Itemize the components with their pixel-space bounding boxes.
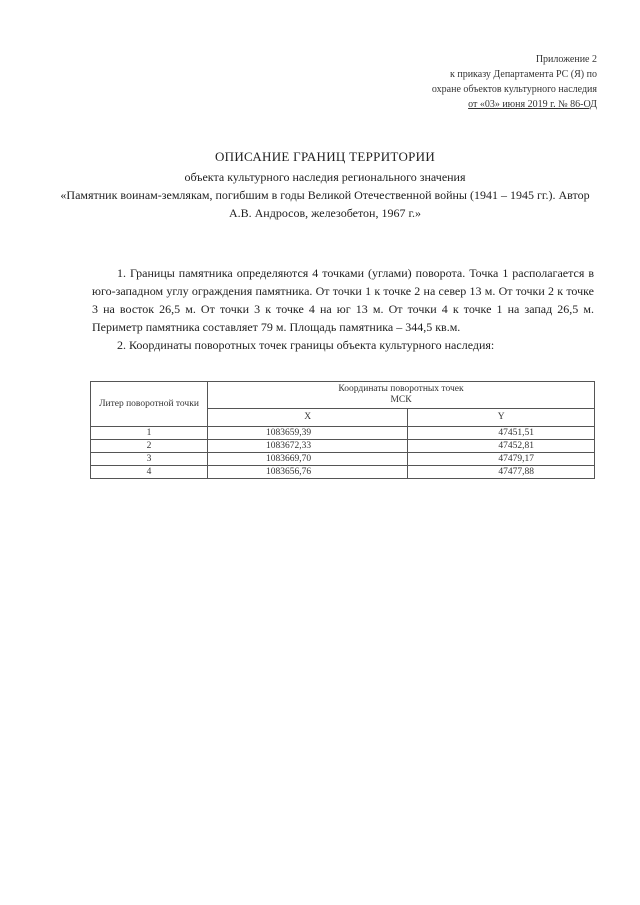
paragraph-coordinates-intro: 2. Координаты поворотных точек границы объекта культурного наследия: [117,338,495,352]
y-cell: 47451,51 [408,427,595,440]
liter-header: Литер поворотной точки [91,382,208,427]
document-subtitle-1: объекта культурного наследия регионального значения [184,170,466,184]
appendix-header [432,52,597,112]
appendix-line-2: к приказу Департамента РС (Я) по [449,69,597,80]
table-header-row [91,382,595,409]
table-row [91,453,595,466]
document-title: ОПИСАНИЕ ГРАНИЦ ТЕРРИТОРИИ [214,149,436,164]
paragraph-boundaries: 1. Границы памятника определяются 4 точками (углами) поворота. Точка 1 располагается в юго-западном углу ограждения памятника. От точки 1 к точке 2 на север 13 м. От точки 2 к точке 3 на восток 26,5 м. От точки 3 к точке 4 на юг 13 м. От точки 4 к точке 1 на запад 26,5 м. Периметр памятника составляет 79 м. Площадь памятника – 344,5 кв.м. [92,266,594,334]
table-row [91,427,595,440]
appendix-line-3: охране объектов культурного наследия [431,84,597,95]
x-cell: 1083656,76 [208,466,408,479]
point-cell: 2 [91,440,208,453]
y-header: Y [408,409,595,427]
appendix-line-1: Приложение 2 [535,54,597,65]
x-header: X [208,409,408,427]
coords-header [208,382,595,409]
coords-header-line-2: МСК [390,395,412,406]
x-cell: 1083659,39 [208,427,408,440]
appendix-order-line: от «03» июня 2019 г. № 86-ОД [468,99,597,110]
coordinates-table [90,381,595,479]
x-cell: 1083669,70 [208,453,408,466]
document-body [92,264,594,354]
y-cell: 47477,88 [408,466,595,479]
coords-header-line-1: Координаты поворотных точек [338,384,464,395]
document-subtitle-2: «Памятник воинам-землякам, погибшим в годы Великой Отечественной войны (1941 – 1945 гг.). Автор А.В. Андросов, железобетон, 1967 г.» [60,188,590,220]
point-cell: 1 [91,427,208,440]
table-row [91,440,595,453]
point-cell: 3 [91,453,208,466]
point-cell: 4 [91,466,208,479]
y-cell: 47479,17 [408,453,595,466]
x-cell: 1083672,33 [208,440,408,453]
document-title-block [60,148,590,222]
table-row [91,466,595,479]
y-cell: 47452,81 [408,440,595,453]
